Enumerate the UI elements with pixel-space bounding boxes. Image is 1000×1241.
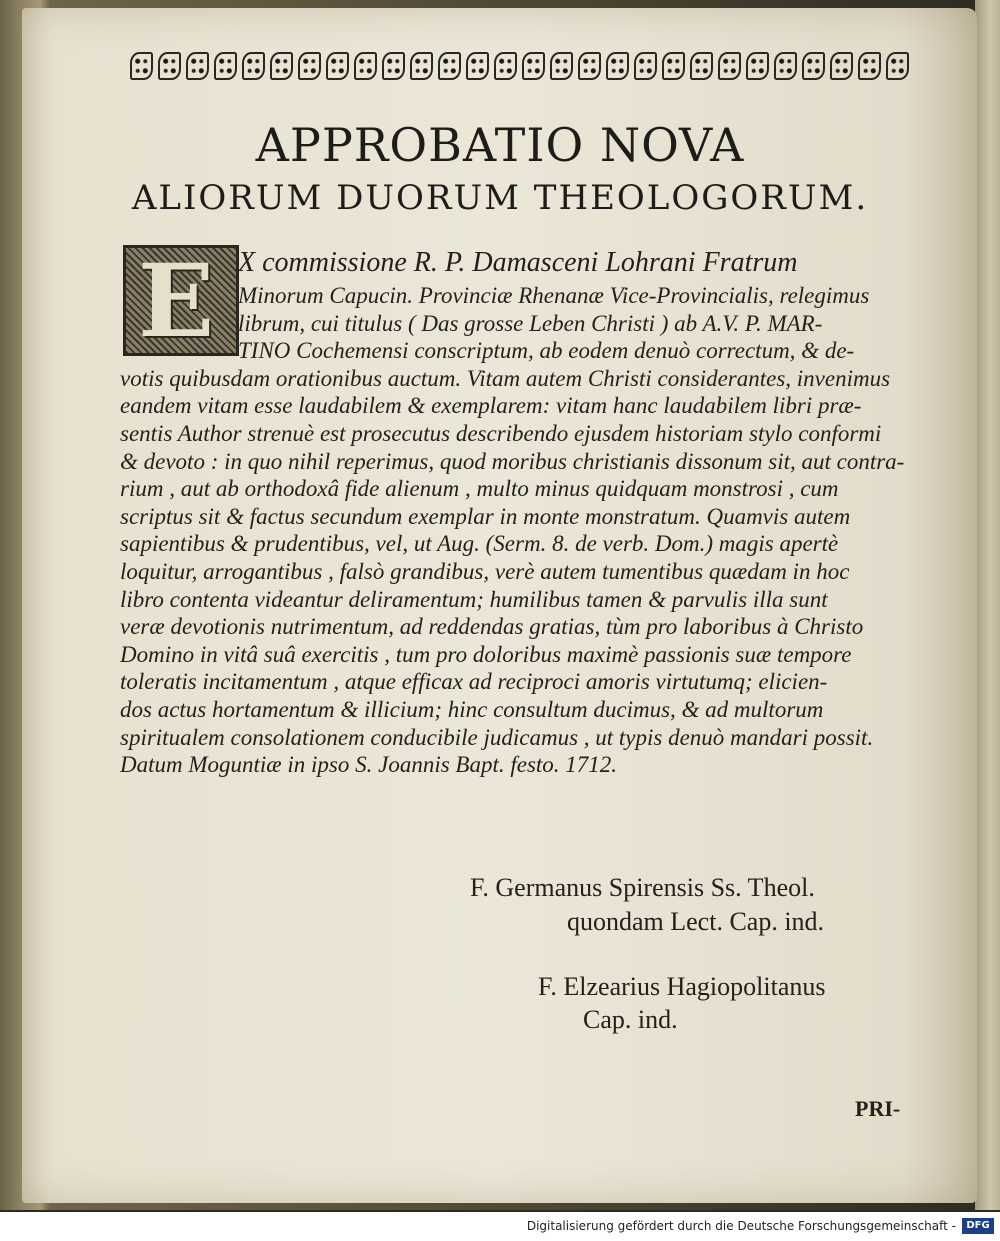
signature-1-title: quondam Lect. Cap. ind. [567,907,825,936]
ornament-unit [268,49,295,83]
page-title: APPROBATIO NOVA [255,118,745,172]
ornament-unit [184,49,211,83]
page-subtitle: ALIORUM DUORUM THEOLOGORUM. [131,178,869,218]
text-line: libro contenta videantur deliramentum; humilibus tamen & parvulis illa sunt [120,586,828,612]
signature-2-title: Cap. ind. [583,1005,678,1034]
text-line: X commissione R. P. Damasceni Lohrani Fratrum [238,247,798,278]
text-line: spiritualem consolationem conducibile judicamus , ut typis denuò mandari possit. [120,724,874,750]
ornament-unit [576,49,603,83]
text-line: veræ devotionis nutrimentum, ad reddendas gratias, tùm pro laboribus à Christo [120,614,864,640]
dfg-logo-icon: DFG [962,1218,994,1234]
footer-bar [0,1212,1000,1241]
initial-letter: E [138,242,215,360]
text-line: sapientibus & prudentibus, vel, ut Aug. (Serm. 8. de verb. Dom.) magis apertè [120,531,839,557]
ornament-unit [856,49,883,83]
ornament-unit [632,49,659,83]
ornament-unit [296,49,323,83]
ornament-unit [128,49,155,83]
ornament-unit [716,49,743,83]
ornament-unit [772,49,799,83]
footer-credit: Digitalisierung gefördert durch die Deutsche Forschungsgemeinschaft - [526,1219,956,1233]
ornament-unit [884,49,911,83]
ornament-unit [380,49,407,83]
ornament-unit [492,49,519,83]
ornament-unit [464,49,491,83]
ornament-unit [156,49,183,83]
ornament-unit [800,49,827,83]
ornament-unit [744,49,771,83]
header-ornament [128,45,918,87]
text-line: TINO Cochemensi conscriptum, ab eodem denuò correctum, & de- [238,338,855,364]
text-line: Minorum Capucin. Provinciæ Rhenanæ Vice-Provincialis, relegimus [238,283,870,308]
text-line: & devoto : in quo nihil reperimus, quod moribus christianis dissonum sit, aut contra- [120,448,905,474]
signature-1-name: F. Germanus Spirensis Ss. Theol. [470,873,815,902]
text-line: Domino in vitâ suâ exercitis , tum pro doloribus maximè passionis suæ tempore [120,641,852,667]
catchword: PRI- [855,1096,901,1121]
ornament-unit [828,49,855,83]
ornament-unit [520,49,547,83]
text-line: loquitur, arrogantibus , falsò grandibus, verè autem tumentibus quædam in hoc [120,559,850,584]
ornament-unit [548,49,575,83]
text-line: dos actus hortamentum & illicium; hinc consultum ducimus, & ad multorum [120,697,824,722]
text-line: librum, cui titulus ( Das grosse Leben Christi ) ab A.V. P. MAR- [238,310,823,336]
signature-2-name: F. Elzearius Hagiopolitanus [538,972,826,1001]
ornament-unit [324,49,351,83]
text-line: rium , aut ab orthodoxâ fide alienum , multo minus quidquam monstrosi , cum [120,476,839,502]
ornament-unit [352,49,379,83]
text-line: Datum Moguntiæ in ipso S. Joannis Bapt. festo. 1712. [120,752,618,778]
text-line: sentis Author strenuè est prosecutus describendo ejusdem historiam stylo conformi [120,421,882,446]
ornament-unit [436,49,463,83]
ornament-unit [408,49,435,83]
ornament-unit [604,49,631,83]
ornament-unit [240,49,267,83]
ornament-unit [688,49,715,83]
ornament-unit [212,49,239,83]
text-line: scriptus sit & factus secundum exemplar in monte monstratum. Quamvis autem [120,503,851,529]
text-line: votis quibusdam orationibus auctum. Vitam autem Christi considerantes, invenimus [120,365,891,391]
text-line: toleratis incitamentum , atque efficax ad reciproci amoris virtutumq; elicien- [120,669,828,695]
decorated-initial [123,242,239,360]
ornament-unit [660,49,687,83]
text-line: eandem vitam esse laudabilem & exemplarem: vitam hanc laudabilem libri præ- [120,393,862,419]
